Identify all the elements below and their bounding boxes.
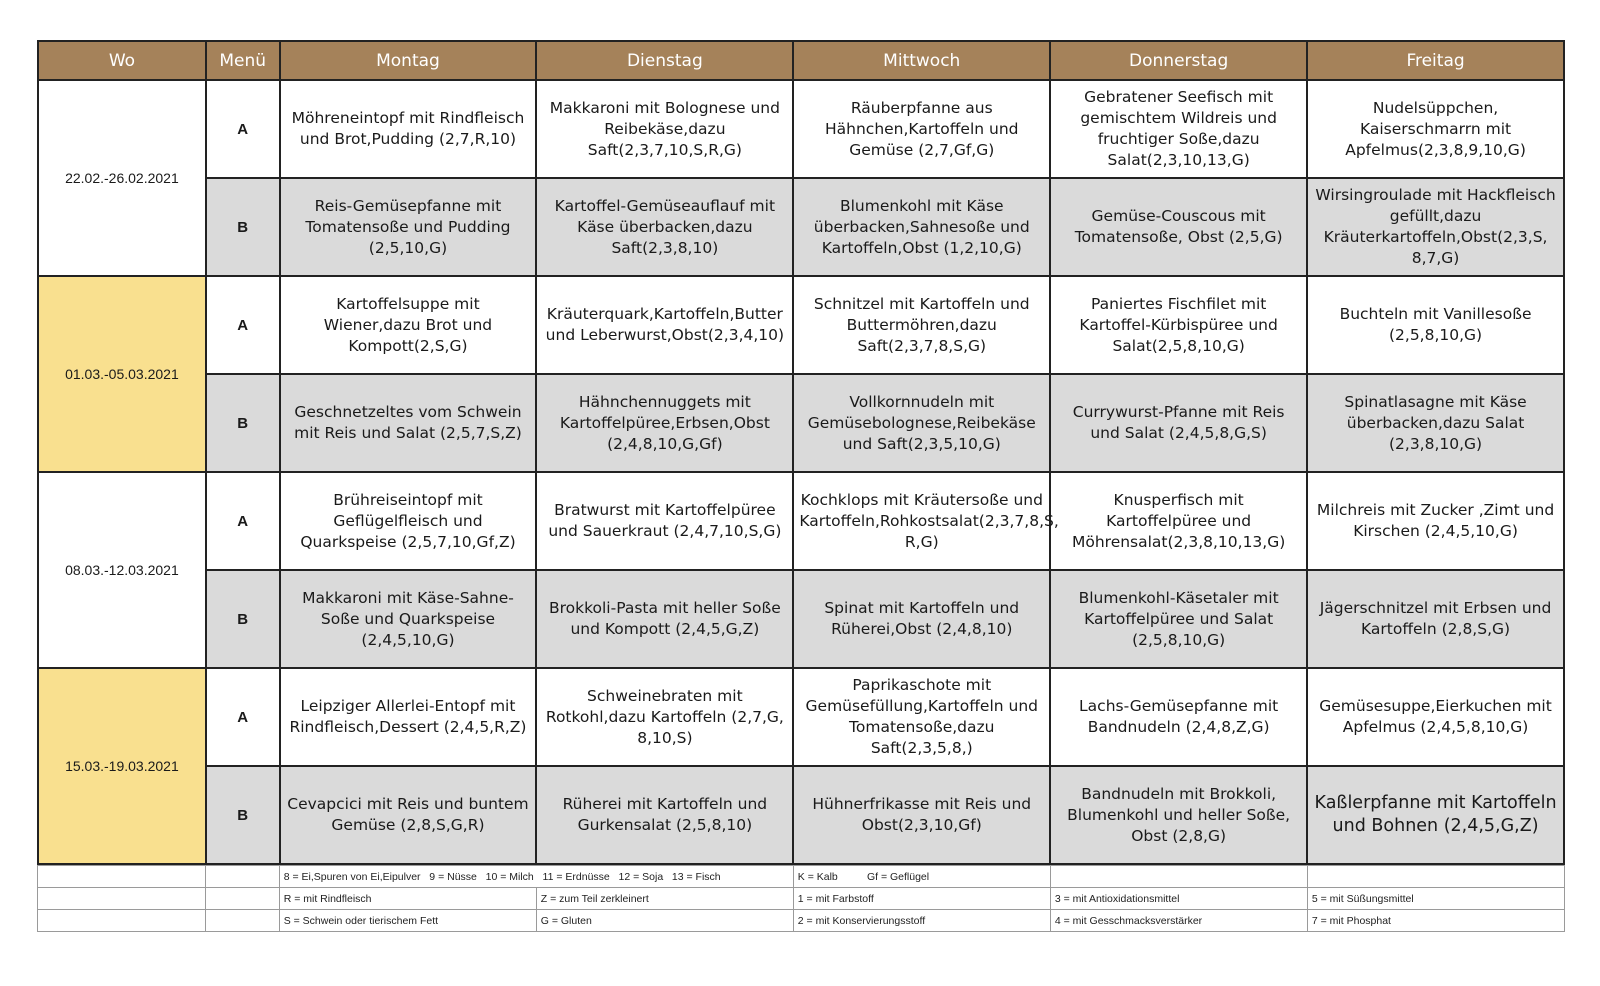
menu-label-b: B (206, 570, 280, 668)
header-tuesday: Dienstag (536, 41, 793, 80)
week-1-b-friday: Wirsingroulade mit Hackfleisch gefüllt,dazu Kräuterkartoffeln,Obst(2,3,S, 8,7,G) (1307, 178, 1564, 276)
legend-item: R = mit Rindfleisch (279, 888, 536, 910)
legend-item: Z = zum Teil zerkleinert (536, 888, 793, 910)
week-4-menu-a-row (38, 668, 1564, 766)
week-1-a-friday: Nudelsüppchen, Kaiserschmarrn mit Apfelmus(2,3,8,9,10,G) (1307, 80, 1564, 178)
menu-label-a: A (206, 668, 280, 766)
legend-meat-codes: K = Kalb Gf = Geflügel (793, 866, 1050, 888)
week-3-a-wednesday: Kochklops mit Kräutersoße und Kartoffeln,Rohkostsalat(2,3,7,8,S, R,G) (793, 472, 1050, 570)
week-2-b-wednesday: Vollkornnudeln mit Gemüsebolognese,Reibekäse und Saft(2,3,5,10,G) (793, 374, 1050, 472)
week-4-a-wednesday: Paprikaschote mit Gemüsefüllung,Kartoffeln und Tomatensoße,dazu Saft(2,3,5,8,) (793, 668, 1050, 766)
week-3-b-thursday: Blumenkohl-Käsetaler mit Kartoffelpüree und Salat (2,5,8,10,G) (1050, 570, 1307, 668)
week-4-range: 15.03.-19.03.2021 (38, 668, 206, 864)
menu-label-b: B (206, 178, 280, 276)
week-1-b-monday: Reis-Gemüsepfanne mit Tomatensoße und Pudding (2,5,10,G) (280, 178, 537, 276)
legend-item: G = Gluten (536, 910, 793, 932)
week-2-b-thursday: Currywurst-Pfanne mit Reis und Salat (2,4,5,8,G,S) (1050, 374, 1307, 472)
week-3-menu-a-row (38, 472, 1564, 570)
week-1-b-thursday: Gemüse-Couscous mit Tomatensoße, Obst (2,5,G) (1050, 178, 1307, 276)
week-3-range: 08.03.-12.03.2021 (38, 472, 206, 668)
header-friday: Freitag (1307, 41, 1564, 80)
legend-item: 5 = mit Süßungsmittel (1307, 888, 1564, 910)
menu-label-a: A (206, 80, 280, 178)
week-4-b-friday: Kaßlerpfanne mit Kartoffeln und Bohnen (2,4,5,G,Z) (1307, 766, 1564, 864)
week-3-b-friday: Jägerschnitzel mit Erbsen und Kartoffeln (2,8,S,G) (1307, 570, 1564, 668)
legend-empty-cell (205, 866, 279, 888)
header-thursday: Donnerstag (1050, 41, 1307, 80)
week-2-b-monday: Geschnetzeltes vom Schwein mit Reis und Salat (2,5,7,S,Z) (280, 374, 537, 472)
week-2-range: 01.03.-05.03.2021 (38, 276, 206, 472)
legend-row-1 (38, 866, 1565, 888)
legend-empty-cell (38, 888, 206, 910)
legend-empty-cell (1050, 866, 1307, 888)
week-3-b-wednesday: Spinat mit Kartoffeln und Rüherei,Obst (2,4,8,10) (793, 570, 1050, 668)
legend-item: 1 = mit Farbstoff (793, 888, 1050, 910)
week-3-a-thursday: Knusperfisch mit Kartoffelpüree und Möhrensalat(2,3,8,10,13,G) (1050, 472, 1307, 570)
legend-item: 7 = mit Phosphat (1307, 910, 1564, 932)
week-4-menu-b-row (38, 766, 1564, 864)
legend-empty-cell (1307, 866, 1564, 888)
week-1-a-thursday: Gebratener Seefisch mit gemischtem Wildreis und fruchtiger Soße,dazu Salat(2,3,10,13,G) (1050, 80, 1307, 178)
week-4-a-thursday: Lachs-Gemüsepfanne mit Bandnudeln (2,4,8,Z,G) (1050, 668, 1307, 766)
week-3-b-tuesday: Brokkoli-Pasta mit heller Soße und Kompott (2,4,5,G,Z) (536, 570, 793, 668)
week-2-a-monday: Kartoffelsuppe mit Wiener,dazu Brot und Kompott(2,S,G) (280, 276, 537, 374)
menu-plan (37, 40, 1565, 932)
week-2-b-friday: Spinatlasagne mit Käse überbacken,dazu Salat (2,3,8,10,G) (1307, 374, 1564, 472)
legend-row-3 (38, 910, 1565, 932)
legend-empty-cell (205, 910, 279, 932)
week-1-b-tuesday: Kartoffel-Gemüseauflauf mit Käse überbacken,dazu Saft(2,3,8,10) (536, 178, 793, 276)
menu-label-b: B (206, 766, 280, 864)
menu-label-a: A (206, 276, 280, 374)
week-4-a-tuesday: Schweinebraten mit Rotkohl,dazu Kartoffeln (2,7,G, 8,10,S) (536, 668, 793, 766)
week-2-menu-b-row (38, 374, 1564, 472)
legend-allergens: 8 = Ei,Spuren von Ei,Eipulver 9 = Nüsse 10 = Milch 11 = Erdnüsse 12 = Soja 13 = Fisch (279, 866, 793, 888)
week-4-a-friday: Gemüsesuppe,Eierkuchen mit Apfelmus (2,4,5,8,10,G) (1307, 668, 1564, 766)
week-1-menu-a-row (38, 80, 1564, 178)
header-wednesday: Mittwoch (793, 41, 1050, 80)
week-2-menu-a-row (38, 276, 1564, 374)
header-week: Wo (38, 41, 206, 80)
menu-label-a: A (206, 472, 280, 570)
week-1-a-tuesday: Makkaroni mit Bolognese und Reibekäse,dazu Saft(2,3,7,10,S,R,G) (536, 80, 793, 178)
week-3-a-monday: Brühreiseintopf mit Geflügelfleisch und Quarkspeise (2,5,7,10,Gf,Z) (280, 472, 537, 570)
legend-item: 3 = mit Antioxidationsmittel (1050, 888, 1307, 910)
legend-item: 2 = mit Konservierungsstoff (793, 910, 1050, 932)
legend-empty-cell (38, 910, 206, 932)
legend-row-2 (38, 888, 1565, 910)
legend-empty-cell (38, 866, 206, 888)
week-3-a-tuesday: Bratwurst mit Kartoffelpüree und Sauerkraut (2,4,7,10,S,G) (536, 472, 793, 570)
allergen-legend (37, 865, 1565, 932)
menu-label-b: B (206, 374, 280, 472)
header-monday: Montag (280, 41, 537, 80)
week-1-a-monday: Möhreneintopf mit Rindfleisch und Brot,Pudding (2,7,R,10) (280, 80, 537, 178)
header-menu: Menü (206, 41, 280, 80)
week-2-b-tuesday: Hähnchennuggets mit Kartoffelpüree,Erbsen,Obst (2,4,8,10,G,Gf) (536, 374, 793, 472)
week-1-a-wednesday: Räuberpfanne aus Hähnchen,Kartoffeln und Gemüse (2,7,Gf,G) (793, 80, 1050, 178)
menu-table (37, 40, 1565, 865)
week-2-a-wednesday: Schnitzel mit Kartoffeln und Buttermöhren,dazu Saft(2,3,7,8,S,G) (793, 276, 1050, 374)
legend-empty-cell (205, 888, 279, 910)
week-4-b-thursday: Bandnudeln mit Brokkoli, Blumenkohl und heller Soße, Obst (2,8,G) (1050, 766, 1307, 864)
week-3-a-friday: Milchreis mit Zucker ,Zimt und Kirschen (2,4,5,10,G) (1307, 472, 1564, 570)
header-row (38, 41, 1564, 80)
week-4-b-wednesday: Hühnerfrikasse mit Reis und Obst(2,3,10,Gf) (793, 766, 1050, 864)
week-1-b-wednesday: Blumenkohl mit Käse überbacken,Sahnesoße und Kartoffeln,Obst (1,2,10,G) (793, 178, 1050, 276)
week-4-b-monday: Cevapcici mit Reis und buntem Gemüse (2,8,S,G,R) (280, 766, 537, 864)
week-2-a-thursday: Paniertes Fischfilet mit Kartoffel-Kürbispüree und Salat(2,5,8,10,G) (1050, 276, 1307, 374)
week-3-b-monday: Makkaroni mit Käse-Sahne-Soße und Quarkspeise (2,4,5,10,G) (280, 570, 537, 668)
legend-item: S = Schwein oder tierischem Fett (279, 910, 536, 932)
week-1-range: 22.02.-26.02.2021 (38, 80, 206, 276)
week-2-a-friday: Buchteln mit Vanillesoße (2,5,8,10,G) (1307, 276, 1564, 374)
week-3-menu-b-row (38, 570, 1564, 668)
week-4-b-tuesday: Rüherei mit Kartoffeln und Gurkensalat (2,5,8,10) (536, 766, 793, 864)
week-2-a-tuesday: Kräuterquark,Kartoffeln,Butter und Leberwurst,Obst(2,3,4,10) (536, 276, 793, 374)
week-1-menu-b-row (38, 178, 1564, 276)
week-4-a-monday: Leipziger Allerlei-Entopf mit Rindfleisch,Dessert (2,4,5,R,Z) (280, 668, 537, 766)
legend-item: 4 = mit Gesschmacksverstärker (1050, 910, 1307, 932)
